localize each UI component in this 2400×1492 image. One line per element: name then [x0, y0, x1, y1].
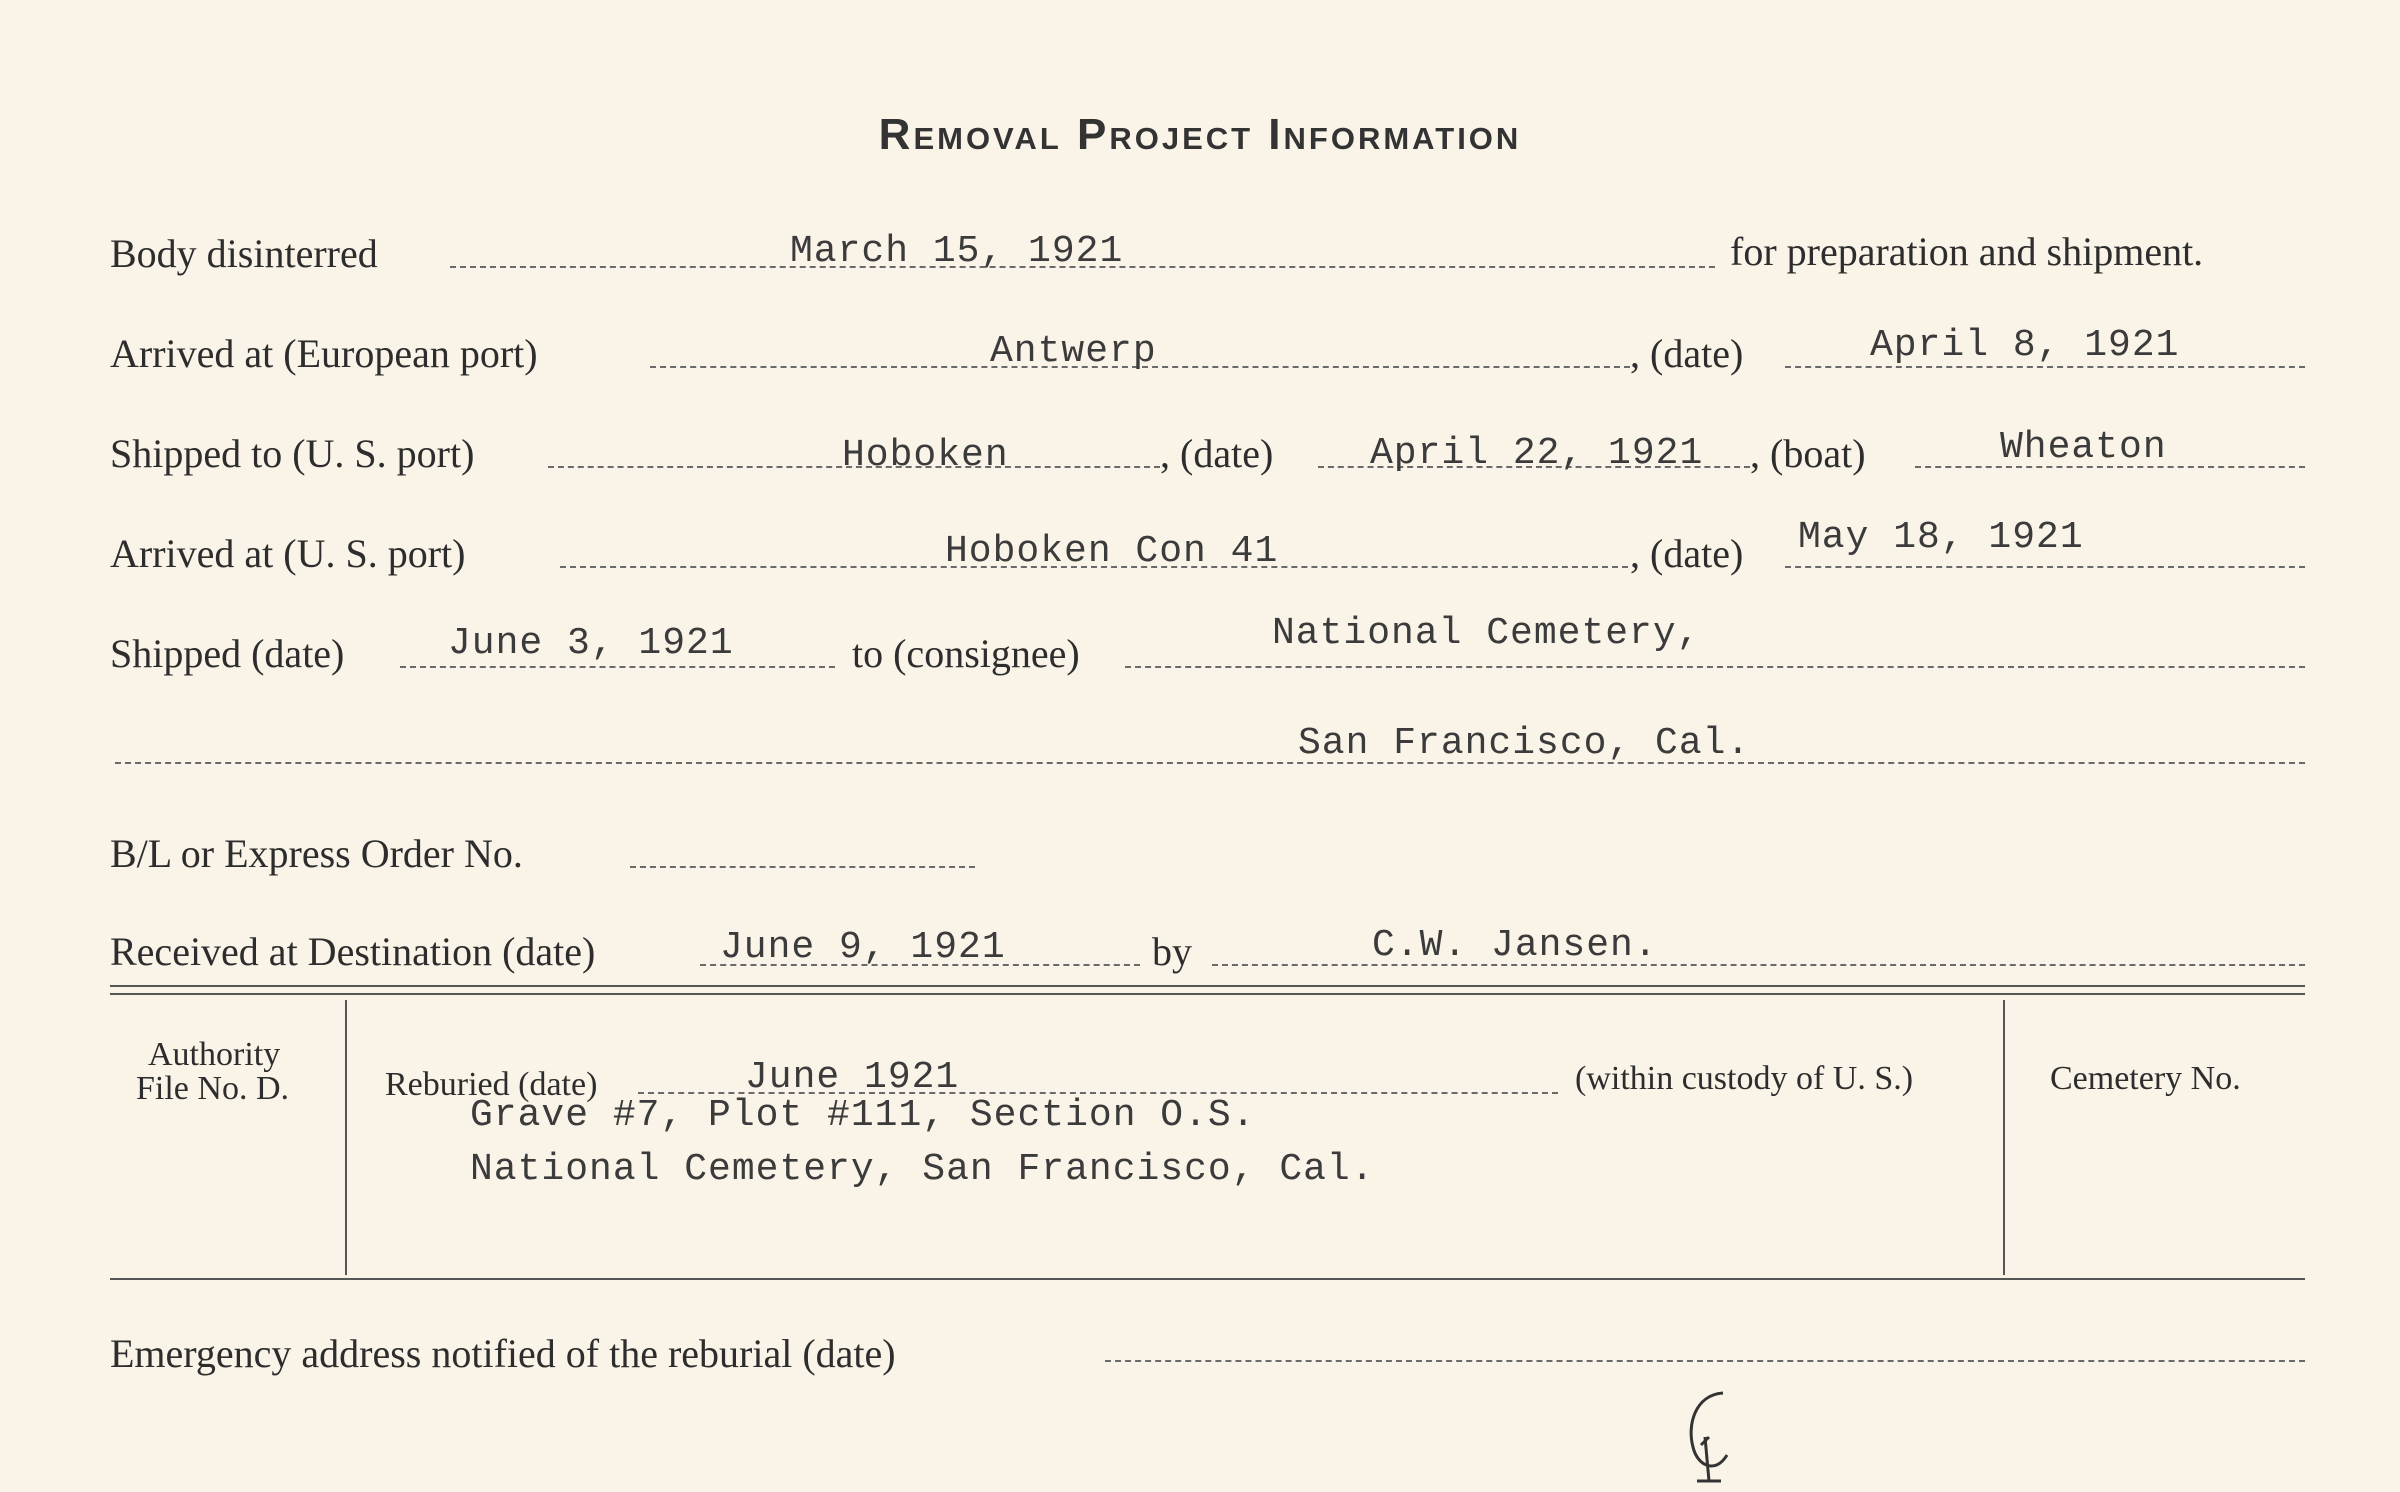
us-arrival-port: Hoboken Con 41	[945, 530, 1279, 573]
disinterred-value: March 15, 1921	[790, 230, 1124, 273]
cemetery-no-label: Cemetery No.	[2050, 1060, 2241, 1097]
euro-arrival-label: Arrived at (European port)	[110, 331, 538, 376]
received-label: Received at Destination (date)	[110, 929, 596, 974]
received-by-label: by	[1152, 929, 1192, 974]
shipped-us-label: Shipped to (U. S. port)	[110, 431, 475, 476]
euro-arrival-date-label: , (date)	[1630, 331, 1744, 376]
emergency-line	[1105, 1360, 2305, 1362]
reburied-label: Reburied (date)	[385, 1066, 598, 1103]
reburied-date: June 1921	[745, 1056, 960, 1099]
box-divider-right	[2003, 1000, 2005, 1275]
consignee-line	[1125, 666, 2305, 668]
shipped-us-boat: Wheaton	[2000, 426, 2167, 469]
received-date: June 9, 1921	[720, 926, 1006, 969]
shipped-us-port: Hoboken	[842, 434, 1009, 477]
bl-line	[630, 866, 975, 868]
box-top-rule-2	[110, 993, 2305, 995]
shipped-us-boat-label: , (boat)	[1750, 431, 1866, 476]
us-arrival-date: May 18, 1921	[1798, 516, 2084, 559]
emergency-label: Emergency address notified of the reburial (date)	[110, 1331, 896, 1376]
shipped-us-date-label: , (date)	[1160, 431, 1274, 476]
box-bottom-rule	[110, 1278, 2305, 1280]
us-arrival-label: Arrived at (U. S. port)	[110, 531, 466, 576]
disinterred-suffix: for preparation and shipment.	[1730, 229, 2204, 274]
shipped-date-line	[400, 666, 835, 668]
authority-label: Authority	[148, 1036, 281, 1073]
cemetery-line: National Cemetery, San Francisco, Cal.	[470, 1148, 1375, 1191]
shipped-date-label: Shipped (date)	[110, 631, 345, 676]
consignee-line1: National Cemetery,	[1272, 612, 1701, 655]
page-title: Removal Project Information	[878, 110, 1522, 159]
box-divider-left	[345, 1000, 347, 1275]
shipped-us-date: April 22, 1921	[1370, 432, 1704, 475]
shipped-date: June 3, 1921	[448, 622, 734, 665]
consignee-label: to (consignee)	[852, 631, 1080, 676]
file-no-label: File No. D.	[136, 1070, 289, 1107]
euro-arrival-port: Antwerp	[990, 330, 1157, 373]
custody-label: (within custody of U. S.)	[1575, 1060, 1914, 1097]
handwritten-mark	[1665, 1385, 1745, 1490]
us-arrival-date-line	[1785, 566, 2305, 568]
disinterred-label: Body disinterred	[110, 231, 378, 276]
grave-line: Grave #7, Plot #111, Section O.S.	[470, 1094, 1256, 1137]
us-arrival-date-label: , (date)	[1630, 531, 1744, 576]
consignee-line2: San Francisco, Cal.	[1298, 722, 1751, 765]
euro-arrival-date: April 8, 1921	[1870, 324, 2180, 367]
received-by: C.W. Jansen.	[1372, 924, 1658, 967]
bl-label: B/L or Express Order No.	[110, 831, 523, 876]
box-top-rule	[110, 985, 2305, 987]
consignee-line-2	[115, 762, 2305, 764]
